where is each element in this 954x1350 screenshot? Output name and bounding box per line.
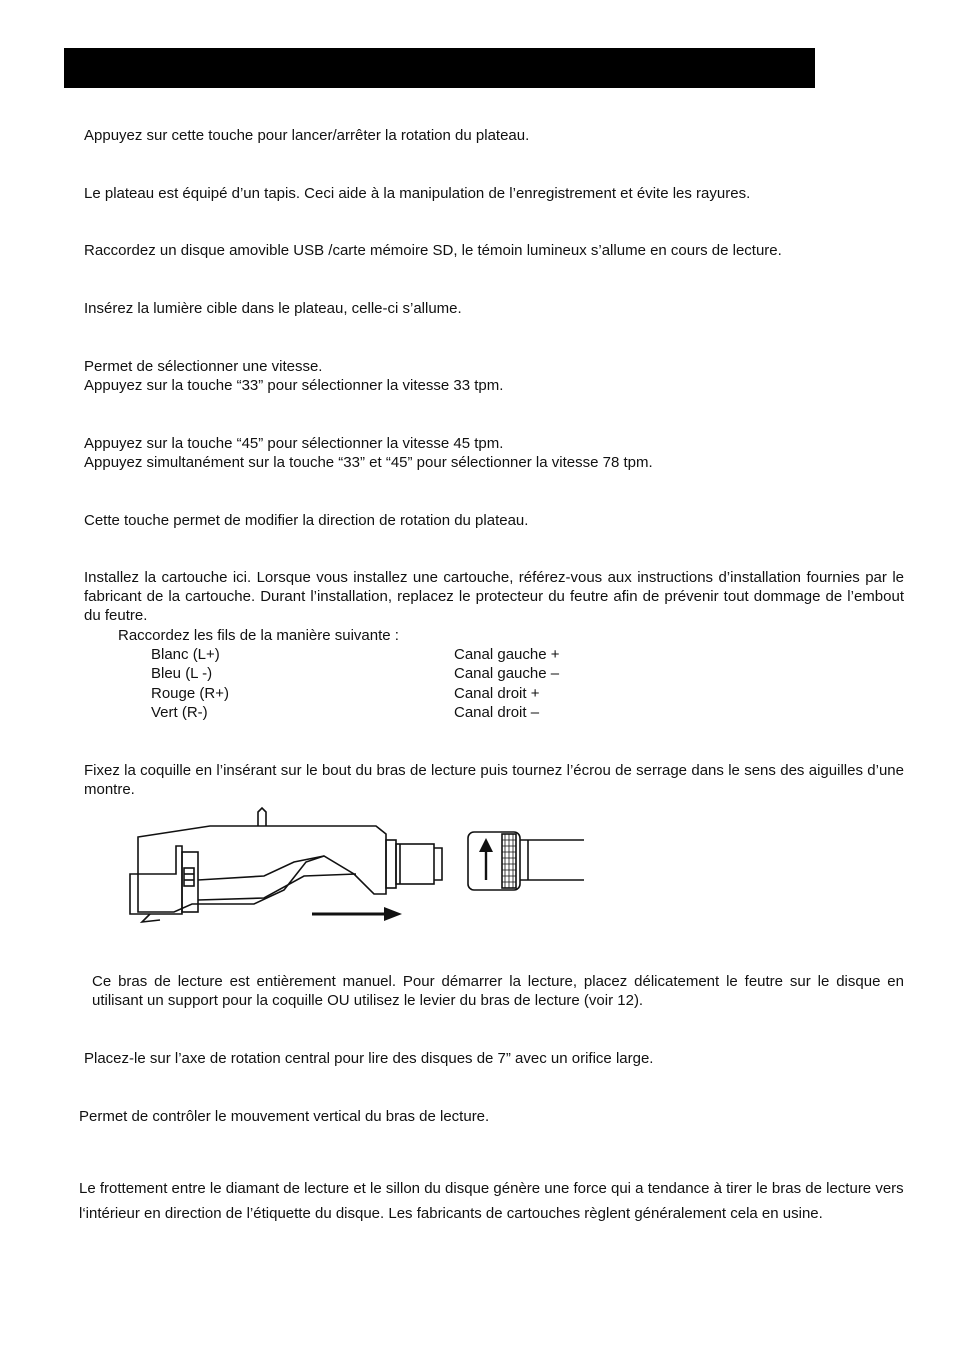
headshell-text: Fixez la coquille en l’insérant sur le bout du bras de lecture puis tournez l’écrou de serrage dans le sens des aiguilles d’une montre.	[84, 762, 904, 798]
arrow-up-icon	[479, 838, 493, 880]
headshell-icon	[130, 808, 442, 922]
reverse-text: Cette touche permet de modifier la direction de rotation du plateau.	[84, 512, 529, 529]
wiring-row	[151, 645, 560, 664]
usb-text: Raccordez un disque amovible USB /carte mémoire SD, le témoin lumineux s’allume en cours de lecture.	[84, 242, 782, 259]
speed-45-text: Appuyez sur la touche “45” pour sélectionner la vitesse 45 tpm.	[84, 435, 504, 452]
lever-text: Permet de contrôler le mouvement vertical du bras de lecture.	[79, 1108, 490, 1125]
target-light-text: Insérez la lumière cible dans le plateau, celle-ci s’allume.	[84, 300, 462, 317]
platter-text: Le plateau est équipé d’un tapis. Ceci aide à la manipulation de l’enregistrement et évite les rayures.	[84, 185, 751, 202]
wiring-row	[151, 703, 540, 722]
wire-color: Rouge (R+)	[151, 685, 229, 702]
speed-33-block	[84, 357, 904, 395]
wiring-row	[151, 684, 540, 703]
arrow-right-icon	[312, 907, 402, 921]
antiskate-text: Le frottement entre le diamant de lecture et le sillon du disque génère une force qui a tendance à tirer le bras de lecture vers l‘intérieur en direction de l’étiquette du disque. Les fabricants de cartouches règlent généralement cela en usine.	[79, 1180, 904, 1222]
wiring-row	[151, 664, 560, 683]
wire-channel: Canal gauche +	[454, 646, 560, 663]
wire-color: Vert (R-)	[151, 704, 208, 721]
cartridge-text: Installez la cartouche ici. Lorsque vous installez une cartouche, référez-vous aux instructions d’installation fournies par le fabricant de la cartouche. Durant l’installation, replacez le protecteur du feutre afin de prévenir tout dommage de l’embout du feutre.	[84, 569, 904, 624]
speed-33-text: Appuyez sur la touche “33” pour sélectionner la vitesse 33 tpm.	[84, 377, 504, 394]
wire-channel: Canal droit +	[454, 685, 540, 702]
start-stop-text: Appuyez sur cette touche pour lancer/arrêter la rotation du plateau.	[84, 127, 530, 144]
wire-channel: Canal gauche –	[454, 665, 560, 682]
adapter-text: Placez-le sur l’axe de rotation central pour lire des disques de 7” avec un orifice large.	[84, 1050, 654, 1067]
tonearm-text: Ce bras de lecture est entièrement manuel. Pour démarrer la lecture, placez délicatement le feutre sur le disque en utilisant un support pour la coquille OU utilisez le levier du bras de lecture (voir 12).	[92, 973, 904, 1009]
wire-color: Bleu (L -)	[151, 665, 213, 682]
headshell-diagram	[124, 804, 594, 929]
wire-channel: Canal droit –	[454, 704, 540, 721]
wiring-intro: Raccordez les fils de la manière suivante :	[118, 627, 399, 644]
speed-45-block	[84, 434, 904, 472]
speed-select-text: Permet de sélectionner une vitesse.	[84, 358, 323, 375]
section-header-bar	[64, 48, 815, 88]
wire-color: Blanc (L+)	[151, 646, 220, 663]
speed-78-text: Appuyez simultanément sur la touche “33” et “45” pour sélectionner la vitesse 78 tpm.	[84, 454, 653, 471]
